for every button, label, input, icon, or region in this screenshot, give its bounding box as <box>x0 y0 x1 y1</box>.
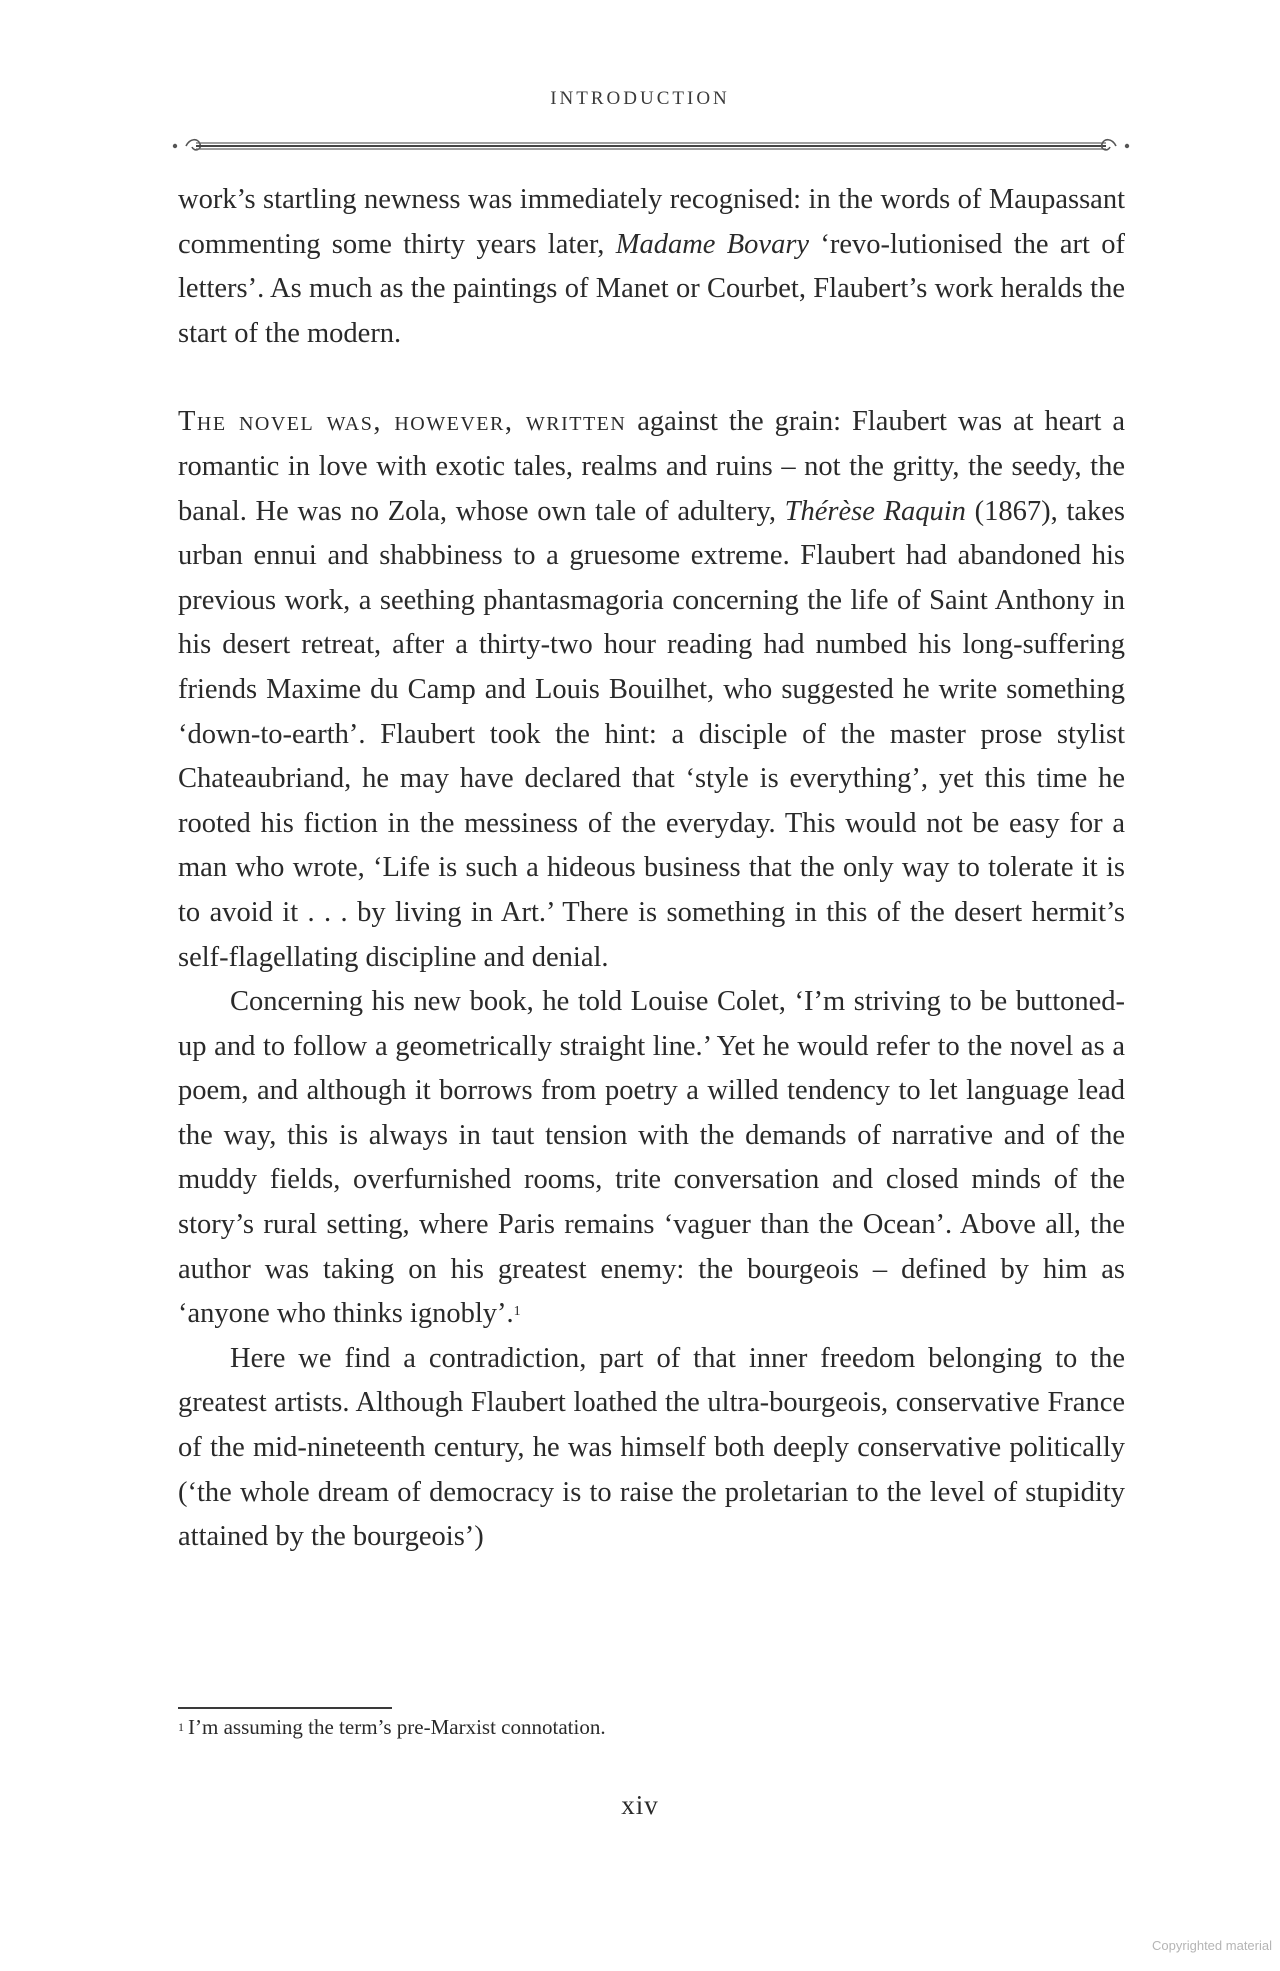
footnote-marker: 1 <box>178 1720 184 1734</box>
paragraph-1-text-cont: ‘revo-lutionised the art of letters’. As much as the paintings of Manet or Courbet, Flaubert’s work heralds the start of the modern. <box>178 228 1125 349</box>
paragraph-1 <box>178 178 1125 356</box>
paragraph-2 <box>178 400 1125 980</box>
page-number: xiv <box>621 1790 659 1820</box>
footnote-reference: 1 <box>513 1304 521 1320</box>
paragraph-4-text: Here we find a contradiction, part of that inner freedom belonging to the greatest artists. Although Flaubert loathed the ultra-bourgeois, conservative France of the mid-nineteenth century, he was himself both deeply conservative politically (‘the whole dream of democracy is to raise the proletarian to the level of stupidity attained by the bourgeois’) <box>178 1342 1125 1553</box>
copyright-watermark: Copyrighted material <box>1152 1938 1272 1953</box>
footnote <box>178 1713 1125 1741</box>
section-lead-in: The novel was, however, written <box>178 406 627 438</box>
paragraph-4 <box>178 1337 1125 1560</box>
footnote-text: I’m assuming the term’s pre-Marxist connotation. <box>188 1715 606 1739</box>
paragraph-2-text-cont: (1867), takes urban ennui and shabbiness to a gruesome extreme. Flaubert had abandoned his previous work, a seething phantasmagoria concerning the life of Saint Anthony in his desert retreat, after a thirty-two hour reading had numbed his long-suffering friends Maxime du Camp and Louis Bouilhet, who suggested he write something ‘down-to-earth’. Flaubert took the hint: a disciple of the master prose stylist Chateaubriand, he may have declared that ‘style is everything’, yet this time he rooted his fiction in the messiness of the everyday. This would not be easy for a man who wrote, ‘Life is such a hideous business that the only way to tolerate it is to avoid it . . . by living in Art.’ There is something in this of the desert hermit’s self-flagellating discipline and denial. <box>178 495 1125 973</box>
header-ornament-rule <box>172 132 1130 160</box>
title-madame-bovary: Madame Bovary <box>615 228 810 260</box>
body-text <box>178 178 1125 1560</box>
running-head: INTRODUCTION <box>550 88 730 109</box>
paragraph-2-text: against the grain: Flaubert was at heart a romantic in love with exotic tales, realms and ruins – not the gritty, the seedy, the banal. He was no Zola, whose own tale of adultery, <box>178 406 1125 527</box>
title-therese-raquin: Thérèse Raquin <box>784 495 966 527</box>
paragraph-3-text: Concerning his new book, he told Louise Colet, ‘I’m striving to be buttoned-up and to follow a geometrically straight line.’ Yet he would refer to the novel as a poem, and although it borrows from poetry a willed tendency to let language lead the way, this is always in taut tension with the demands of narrative and of the muddy fields, overfurnished rooms, trite conversation and closed minds of the story’s rural setting, where Paris remains ‘vaguer than the Ocean’. Above all, the author was taking on his greatest enemy: the bourgeois – defined by him as ‘anyone who thinks ignobly’. <box>178 986 1125 1330</box>
paragraph-1-text: work’s startling newness was immediately recognised: in the words of Maupassant commenting some thirty years later, <box>178 184 1125 260</box>
footnote-separator <box>178 1707 392 1709</box>
paragraph-3 <box>178 980 1125 1337</box>
